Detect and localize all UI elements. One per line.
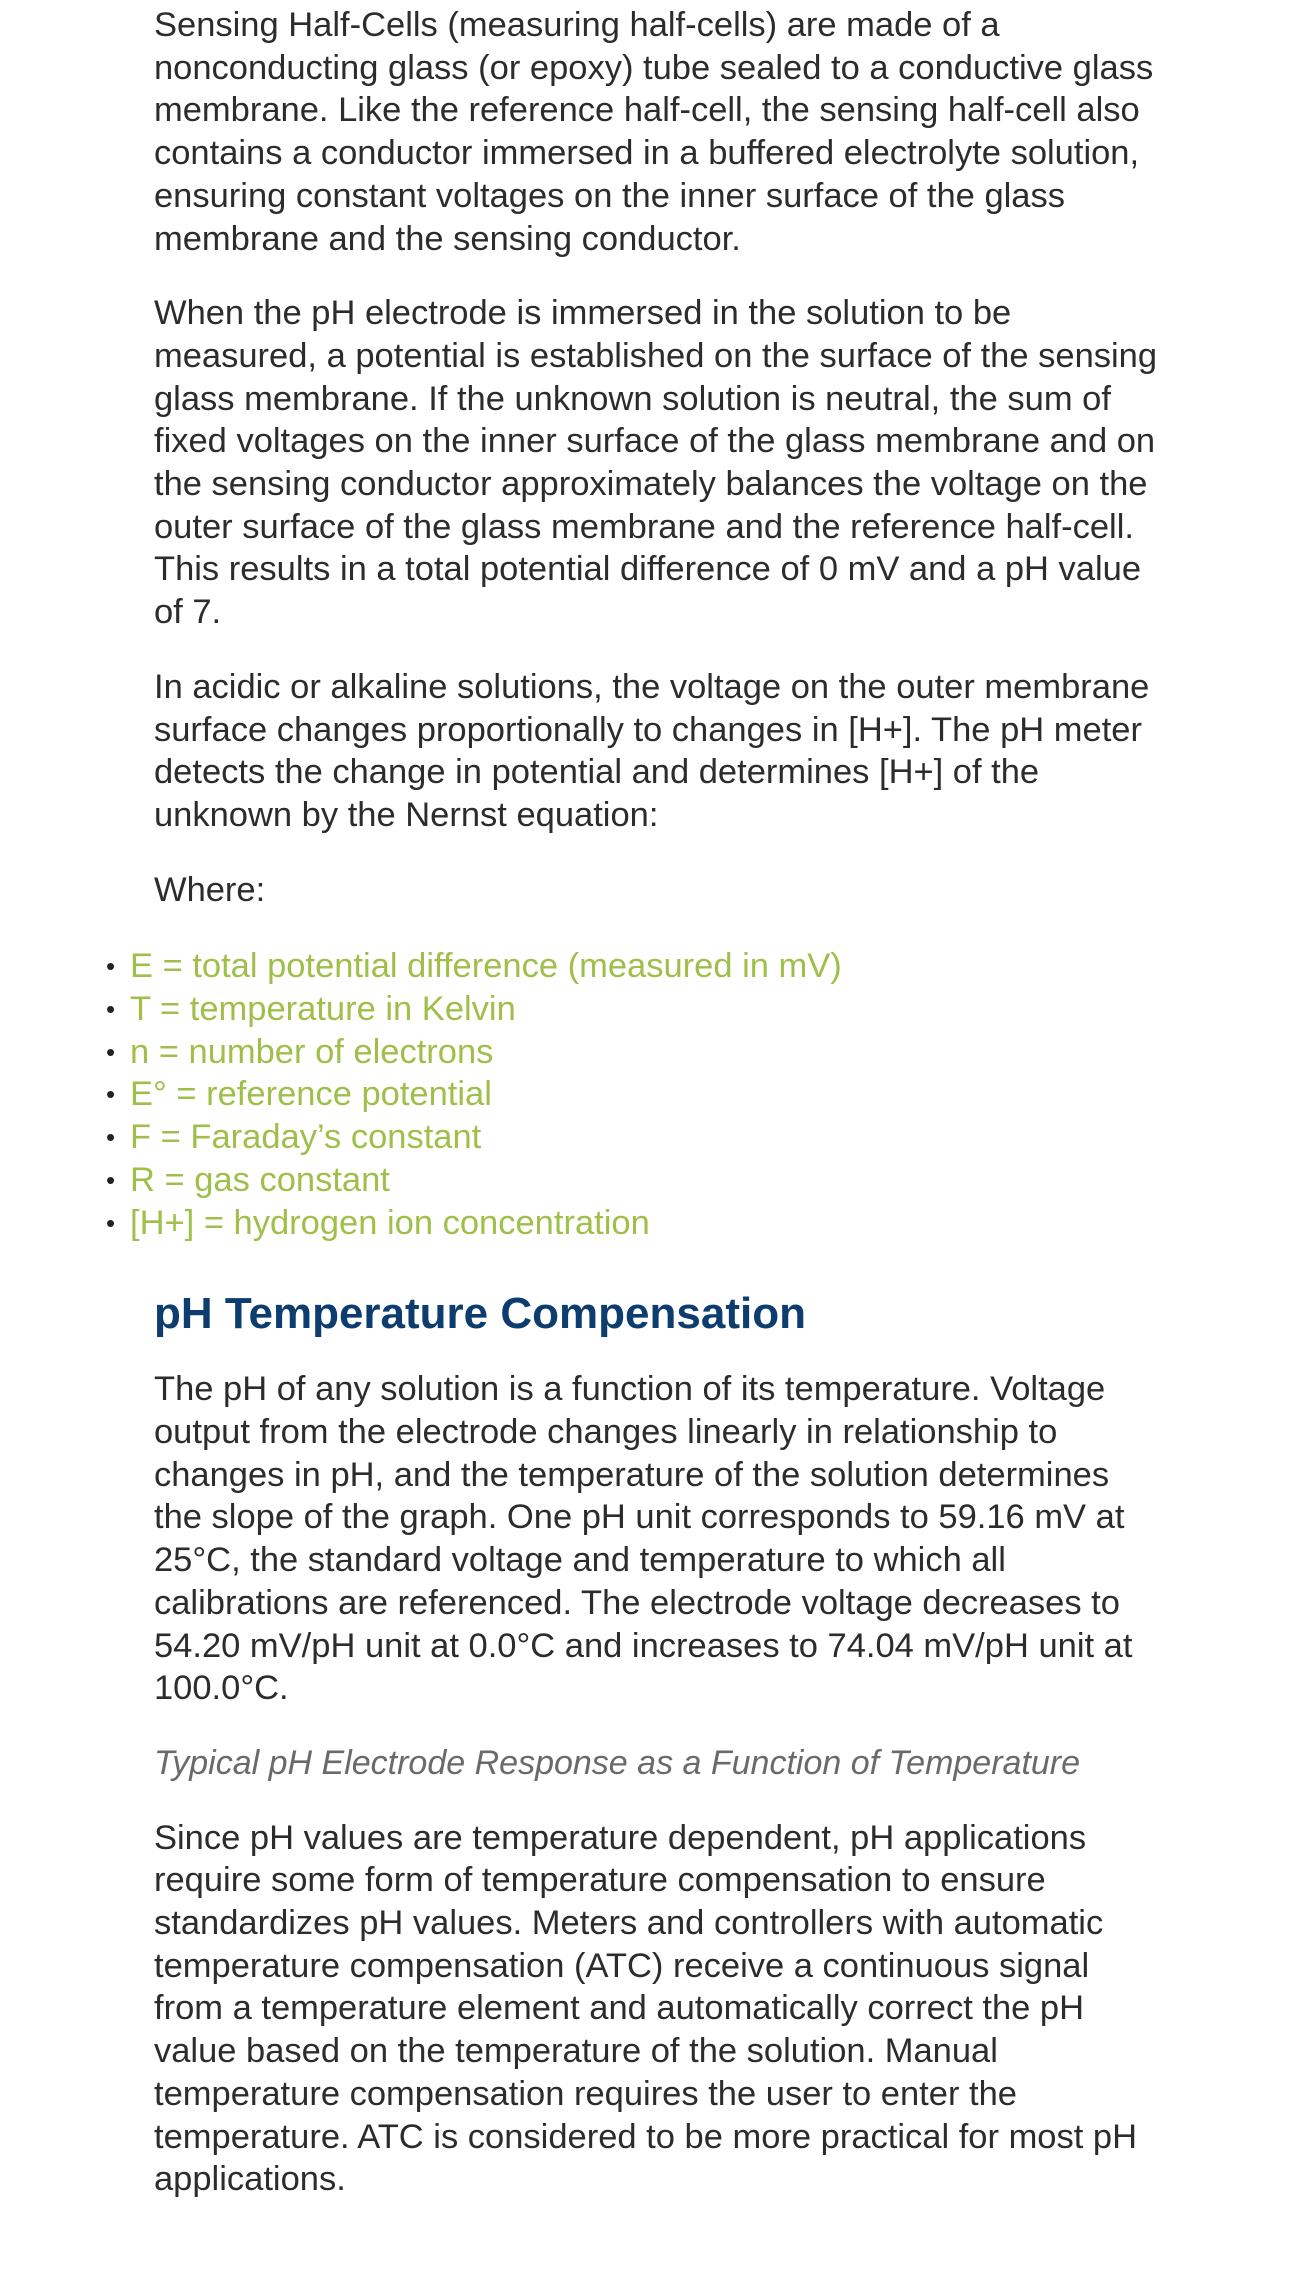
paragraph-temperature-compensation: Since pH values are temperature dependent, pH applications require some form of temperature compensation to ensure standardizes pH values. Meters and controllers with automatic temperature compensation (ATC) receive a continuous signal from a temperature element and automatically correct the pH value based on the temperature of the solution. Manual temperature compensation requires the user to enter the temperature. ATC is considered to be more practical for most pH applications.	[154, 1818, 1138, 2199]
section-heading: pH Temperature Compensation	[154, 1289, 806, 1339]
list-item-text: E = total potential difference (measured in mV)	[130, 947, 842, 986]
list-item-text: [H+] = hydrogen ion concentration	[130, 1203, 650, 1242]
list-item-text: E° = reference potential	[130, 1075, 492, 1114]
list-item	[106, 988, 1164, 1031]
list-item-text: R = gas constant	[130, 1160, 390, 1199]
bullet-icon: •	[106, 1207, 116, 1238]
nernst-variable-list	[106, 945, 1164, 1244]
list-item-text: T = temperature in Kelvin	[130, 990, 516, 1029]
paragraph-electrode-immersion: When the pH electrode is immersed in the solution to be measured, a potential is established on the surface of the sensing glass membrane. If the unknown solution is neutral, the sum of fixed voltages on the inner surface of the glass membrane and on the sensing conductor approximately balances the voltage on the outer surface of the glass membrane and the reference half-cell. This results in a total potential difference of 0 mV and a pH value of 7.	[154, 294, 1158, 632]
bullet-icon: •	[106, 1079, 116, 1110]
list-item-text: F = Faraday’s constant	[130, 1118, 482, 1157]
paragraph-acidic-alkaline: In acidic or alkaline solutions, the voltage on the outer membrane surface changes proportionally to changes in [H+]. The pH meter detects the change in potential and determines [H+] of the unknown by the Nernst equation:	[154, 667, 1150, 834]
figure-caption: Typical pH Electrode Response as a Function of Temperature	[154, 1743, 1081, 1782]
bullet-icon: •	[106, 951, 116, 982]
bullet-icon: •	[106, 1036, 116, 1067]
paragraph-where: Where:	[154, 870, 266, 909]
list-item	[106, 945, 1164, 988]
list-item-text: n = number of electrons	[130, 1032, 494, 1071]
article-content	[106, 0, 1164, 2201]
paragraph-sensing-half-cells: Sensing Half-Cells (measuring half-cells) are made of a nonconducting glass (or epoxy) tube sealed to a conductive glass membrane. Like the reference half-cell, the sensing half-cell also contains a conductor immersed in a buffered electrolyte solution, ensuring constant voltages on the inner surface of the glass membrane and the sensing conductor.	[154, 6, 1154, 258]
bullet-icon: •	[106, 1164, 116, 1195]
paragraph-temperature-intro: The pH of any solution is a function of its temperature. Voltage output from the electrode changes linearly in relationship to changes in pH, and the temperature of the solution determines the slope of the graph. One pH unit corresponds to 59.16 mV at 25°C, the standard voltage and temperature to which all calibrations are referenced. The electrode voltage decreases to 54.20 mV/pH unit at 0.0°C and increases to 74.04 mV/pH unit at 100.0°C.	[154, 1370, 1133, 1708]
list-item	[106, 1073, 1164, 1116]
bullet-icon: •	[106, 994, 116, 1025]
list-item	[106, 1031, 1164, 1074]
list-item	[106, 1116, 1164, 1159]
list-item	[106, 1159, 1164, 1202]
bullet-icon: •	[106, 1122, 116, 1153]
list-item	[106, 1202, 1164, 1245]
